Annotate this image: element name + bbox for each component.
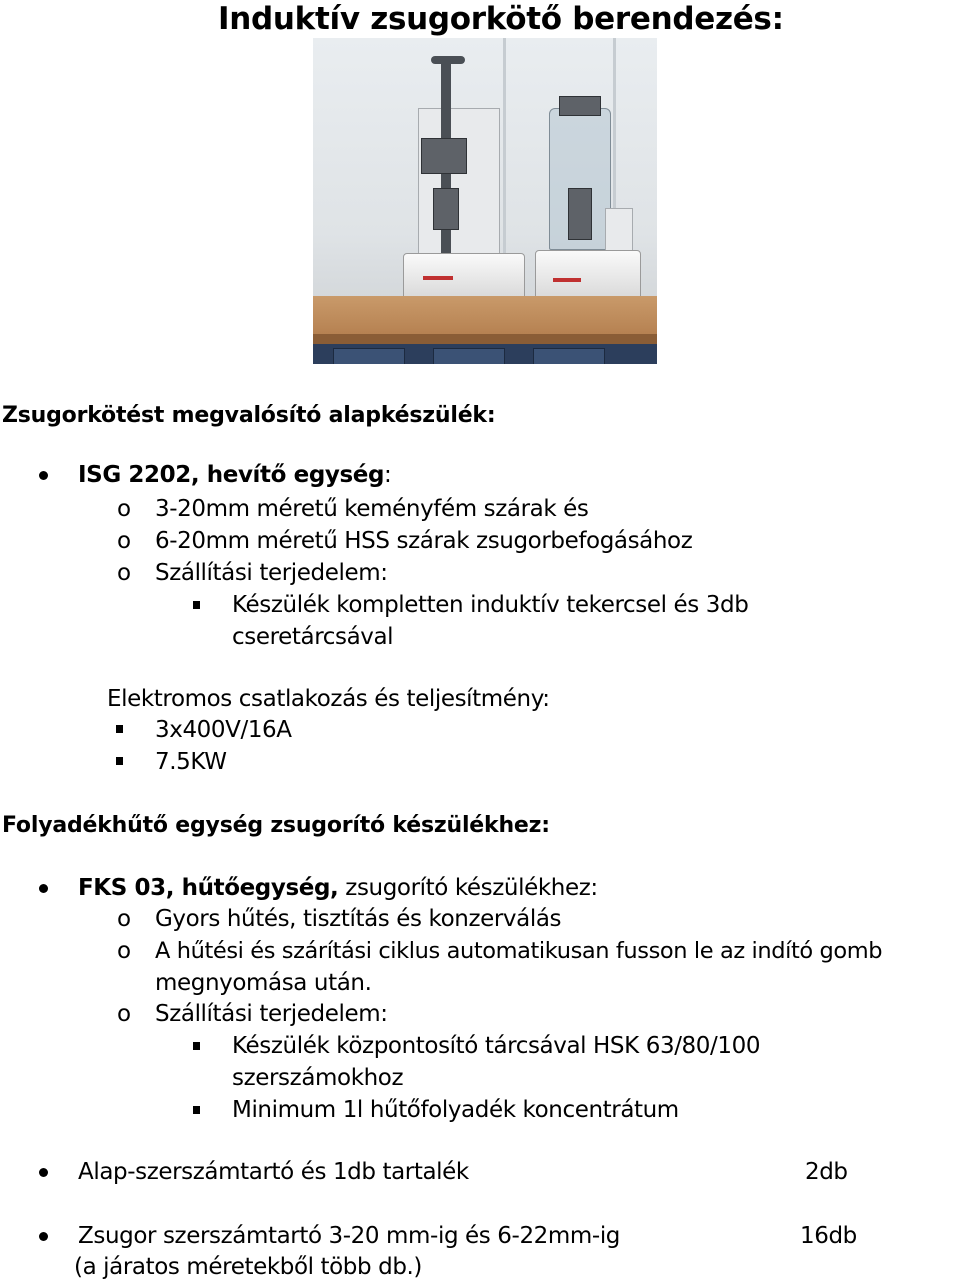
section2-sub1: Gyors hűtés, tisztítás és konzerválás	[155, 906, 562, 932]
bullet-dot	[39, 1232, 48, 1241]
section2-heading: Folyadékhűtő egység zsugorító készülékhez:	[2, 813, 550, 838]
bullet-dot	[39, 1168, 48, 1177]
square-bullet	[193, 1042, 200, 1050]
square-bullet	[116, 725, 123, 733]
extra1-qty: 2db	[805, 1159, 848, 1185]
sub-bullet: o	[117, 1001, 132, 1027]
extra1-label: Alap-szerszámtartó és 1db tartalék	[78, 1159, 469, 1185]
square-bullet	[116, 757, 123, 765]
bullet-dot	[39, 884, 48, 893]
section1-item	[78, 464, 391, 487]
square-bullet	[193, 601, 200, 609]
sub-bullet: o	[117, 906, 132, 932]
extra2-note: (a járatos méretekből több db.)	[74, 1254, 422, 1280]
electrical-voltage: 3x400V/16A	[155, 717, 292, 743]
section2-sq1-line1: Készülék központosító tárcsával HSK 63/80/100	[232, 1033, 761, 1059]
electrical-power: 7.5KW	[155, 749, 227, 775]
section1-sq1-line1: Készülék kompletten induktív tekercsel és 3db	[232, 592, 749, 618]
section1-heading: Zsugorkötést megvalósító alapkészülék:	[2, 403, 496, 428]
section2-sq1-line2: szerszámokhoz	[232, 1065, 404, 1091]
section1-item-name: ISG 2202, hevítő egység	[78, 462, 385, 488]
sub-bullet: o	[117, 560, 132, 586]
section2-sub3: Szállítási terjedelem:	[155, 1001, 388, 1027]
product-photo	[313, 38, 657, 364]
electrical-label: Elektromos csatlakozás és teljesítmény:	[107, 686, 550, 712]
section2-sub2-line1: A hűtési és szárítási ciklus automatikusan fusson le az indító gomb	[155, 938, 883, 964]
section2-item	[78, 877, 598, 900]
extra2-label: Zsugor szerszámtartó 3-20 mm-ig és 6-22mm-ig	[78, 1223, 621, 1249]
section2-item-rest: zsugorító készülékhez:	[338, 875, 598, 901]
page-title: Induktív zsugorkötő berendezés:	[218, 1, 784, 37]
section1-sub3: Szállítási terjedelem:	[155, 560, 388, 586]
bullet-dot	[39, 471, 48, 480]
sub-bullet: o	[117, 528, 132, 554]
section1-sub2: 6-20mm méretű HSS szárak zsugorbefogásához	[155, 528, 693, 554]
square-bullet	[193, 1106, 200, 1114]
extra2-qty: 16db	[800, 1223, 857, 1249]
section1-sq1-line2: cseretárcsával	[232, 624, 394, 650]
section1-item-rest: :	[384, 462, 392, 488]
section2-sq2: Minimum 1l hűtőfolyadék koncentrátum	[232, 1097, 679, 1123]
sub-bullet: o	[117, 938, 132, 964]
section2-item-name: FKS 03, hűtőegység,	[78, 875, 339, 901]
section1-sub1: 3-20mm méretű keményfém szárak és	[155, 496, 589, 522]
section2-sub2-line2: megnyomása után.	[155, 970, 372, 996]
sub-bullet: o	[117, 496, 132, 522]
